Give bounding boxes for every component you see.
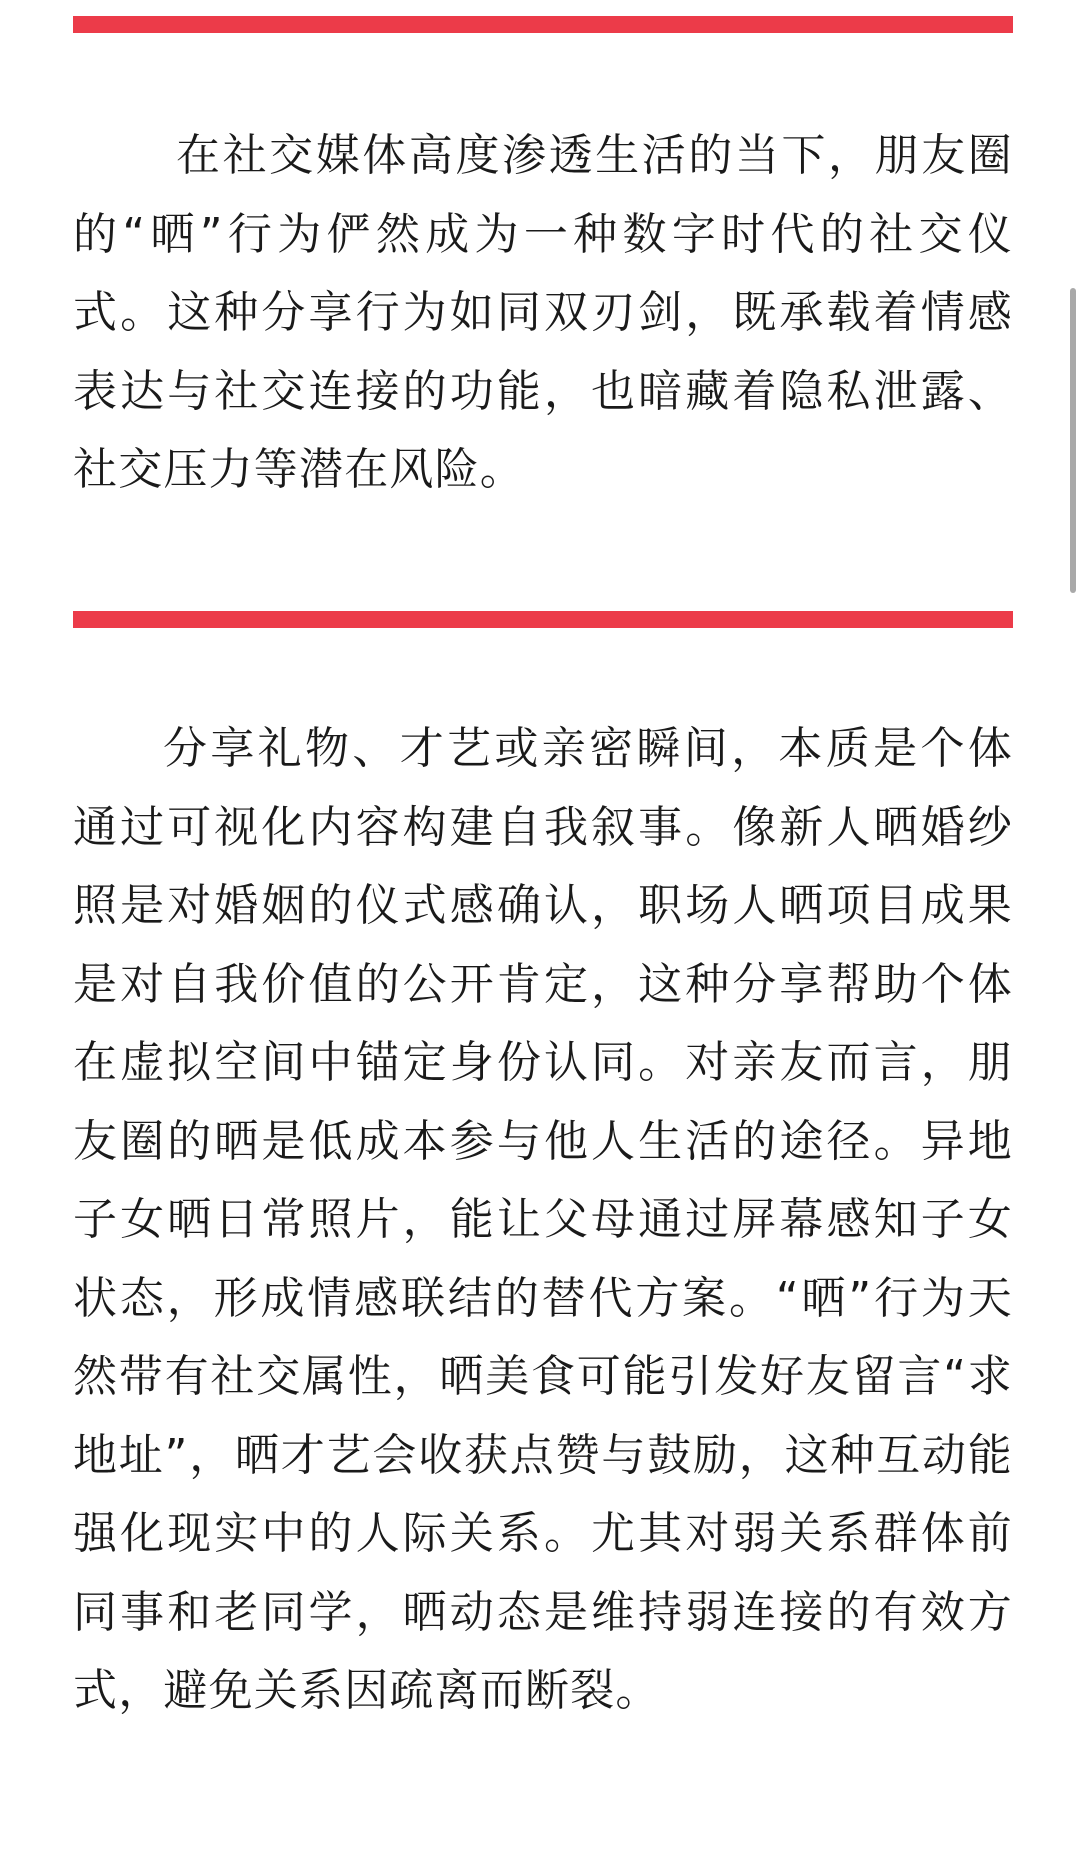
- top-divider: [73, 16, 1013, 33]
- article-paragraph-body: 分享礼物、才艺或亲密瞬间，本质是个体通过可视化内容构建自我叙事。像新人晒婚纱照是对婚姻的仪式感确认，职场人晒项目成果是对自我价值的公开肯定，这种分享帮助个体在虚拟空间中锚定身份认同。对亲友而言，朋友圈的晒是低成本参与他人生活的途径。异地子女晒日常照片，能让父母通过屏幕感知子女状态，形成情感联结的替代方案。“晒”行为天然带有社交属性，晒美食可能引发好友留言“求地址”，晒才艺会收获点赞与鼓励，这种互动能强化现实中的人际关系。尤其对弱关系群体前同事和老同学，晒动态是维持弱连接的有效方式，避免关系因疏离而断裂。: [73, 723, 1013, 1716]
- scrollbar-thumb[interactable]: [1070, 288, 1076, 593]
- section-divider: [73, 611, 1013, 628]
- article-paragraph-intro: 在社交媒体高度渗透生活的当下，朋友圈的“晒”行为俨然成为一种数字时代的社交仪式。这种分享行为如同双刃剑，既承载着情感表达与社交连接的功能，也暗藏着隐私泄露、社交压力等潜在风险。: [73, 130, 1013, 495]
